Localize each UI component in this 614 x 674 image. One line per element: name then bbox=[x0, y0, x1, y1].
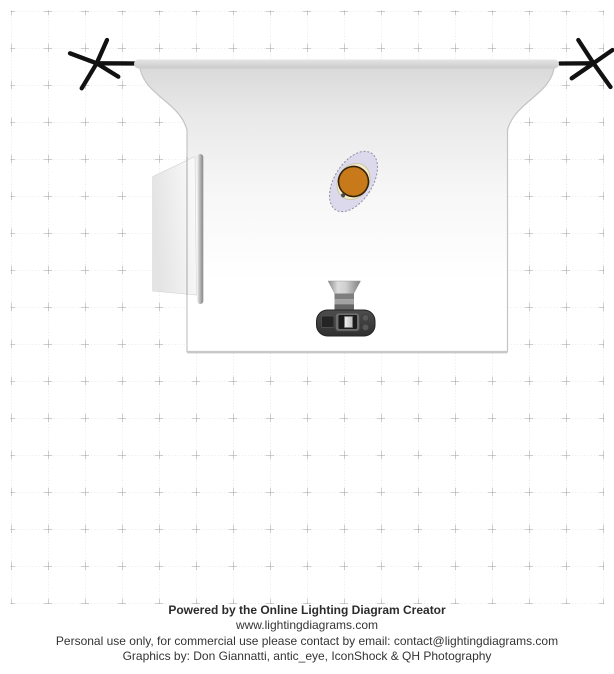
panel-back-bar bbox=[197, 154, 203, 304]
license-line: Personal use only, for commercial use please contact by email: contact@lightingdiagrams.com bbox=[55, 633, 559, 648]
camera-lens-band-2 bbox=[335, 299, 355, 304]
backdrop-crossbar bbox=[134, 60, 559, 69]
camera-lcd bbox=[322, 316, 335, 328]
credits-line: Graphics by: Don Giannatti, antic_eye, IconShock & QH Photography bbox=[122, 648, 492, 663]
panel-face bbox=[153, 157, 197, 296]
camera-lens-band-3 bbox=[335, 304, 355, 310]
watermark-footer bbox=[0, 603, 614, 664]
powered-by-line: Powered by the Online Lighting Diagram Creator bbox=[168, 603, 446, 617]
camera-dial-top bbox=[362, 315, 369, 322]
website-line: www.lightingdiagrams.com bbox=[235, 618, 379, 633]
camera-dial-bottom bbox=[362, 324, 369, 331]
camera-hotshoe-foot bbox=[345, 317, 353, 328]
camera-lens-band-1 bbox=[335, 294, 355, 300]
